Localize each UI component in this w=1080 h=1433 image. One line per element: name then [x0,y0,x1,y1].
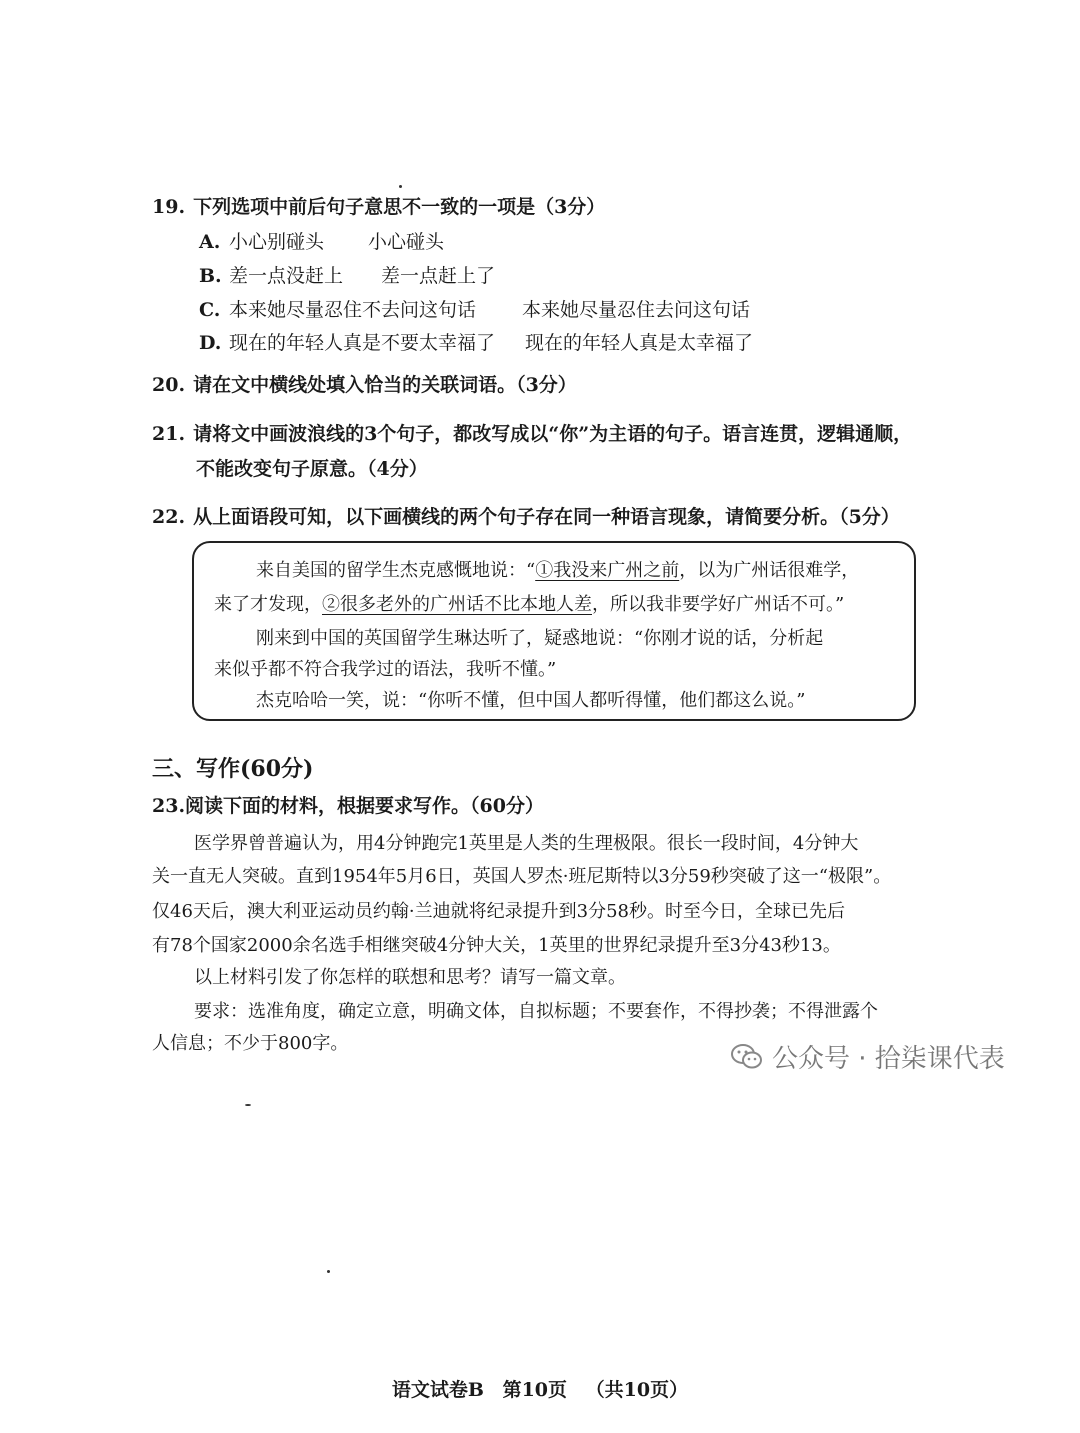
section-heading: 三、写作(60分) [152,756,314,782]
question-19 [152,193,605,221]
watermark [730,1038,1005,1075]
watermark-text: 公众号 · 拾柒课代表 [772,1044,1005,1074]
scan-speck [327,1270,330,1273]
underlined-sentence-2: ②很多老外的广州话不比本地人差 [322,594,592,615]
prompt-line: 以上材料引发了你怎样的联想和思考？请写一篇文章。 [194,967,626,988]
page-footer [0,1375,1080,1402]
option-b: B. 差一点没赶上 差一点赶上了 [199,265,496,287]
underlined-sentence-1: ①我没来广州之前 [535,560,680,581]
requirements-line-1: 要求：选准角度，确定立意，明确文体，自拟标题；不要套作，不得抄袭；不得泄露个 [194,1001,878,1022]
question-22: 22. 从上面语段可知，以下画横线的两个句子存在同一种语言现象，请简要分析。（5分） [152,506,900,528]
scan-speck [399,185,402,188]
material-line-1: 医学界曾普遍认为，用4分钟跑完1英里是人类的生理极限。很长一段时间，4分钟大 [194,833,859,854]
passage-box [192,541,916,721]
paper-name: 语文试卷B [391,1379,484,1401]
material-line-3: 仅46天后，澳大利亚运动员约翰·兰迪就将纪录提升到3分58秒。时至今日，全球已先后 [152,901,845,922]
page-number: 第10页 [502,1379,568,1401]
option-c: C. 本来她尽量忍住不去问这句话 本来她尽量忍住去问这句话 [199,299,751,321]
question-title: 下列选项中前后句子意思不一致的一项是（3分） [193,196,606,218]
passage-line-4: 来似乎都不符合我学过的语法，我听不懂。” [214,659,557,680]
option-a: A. 小心别碰头 小心碰头 [199,231,445,253]
question-21: 21. 请将文中画波浪线的3个句子，都改写成以“你”为主语的句子。语言连贯，逻辑通顺， [152,423,913,445]
page-total: （共10页） [585,1379,689,1401]
question-number: 19. [152,196,186,218]
requirements-line-2: 人信息；不少于800字。 [152,1033,349,1054]
option-d: D. 现在的年轻人真是不要太幸福了 现在的年轻人真是太幸福了 [199,332,754,354]
question-23-title: 23.阅读下面的材料，根据要求写作。（60分） [152,795,544,817]
question-20: 20. 请在文中横线处填入恰当的关联词语。（3分） [152,374,577,396]
material-line-4: 有78个国家2000余名选手相继突破4分钟大关，1英里的世界纪录提升至3分43秒13。 [152,935,841,956]
passage-line-5: 杰克哈哈一笑，说：“你听不懂，但中国人都听得懂，他们都这么说。” [256,690,806,711]
passage-line-3: 刚来到中国的英国留学生琳达听了，疑惑地说：“你刚才说的话，分析起 [256,628,824,649]
passage-line-1: 来自美国的留学生杰克感慨地说：“①我没来广州之前，以为广州话很难学， [256,560,860,581]
material-line-2: 关一直无人突破。直到1954年5月6日，英国人罗杰·班尼斯特以3分59秒突破了这一“极限”。 [152,866,892,887]
passage-line-2: 来了才发现，②很多老外的广州话不比本地人差，所以我非要学好广州话不可。” [214,594,845,615]
wechat-icon [730,1042,764,1072]
scan-speck [245,1104,251,1106]
question-21-line2: 不能改变句子原意。（4分） [196,458,428,480]
